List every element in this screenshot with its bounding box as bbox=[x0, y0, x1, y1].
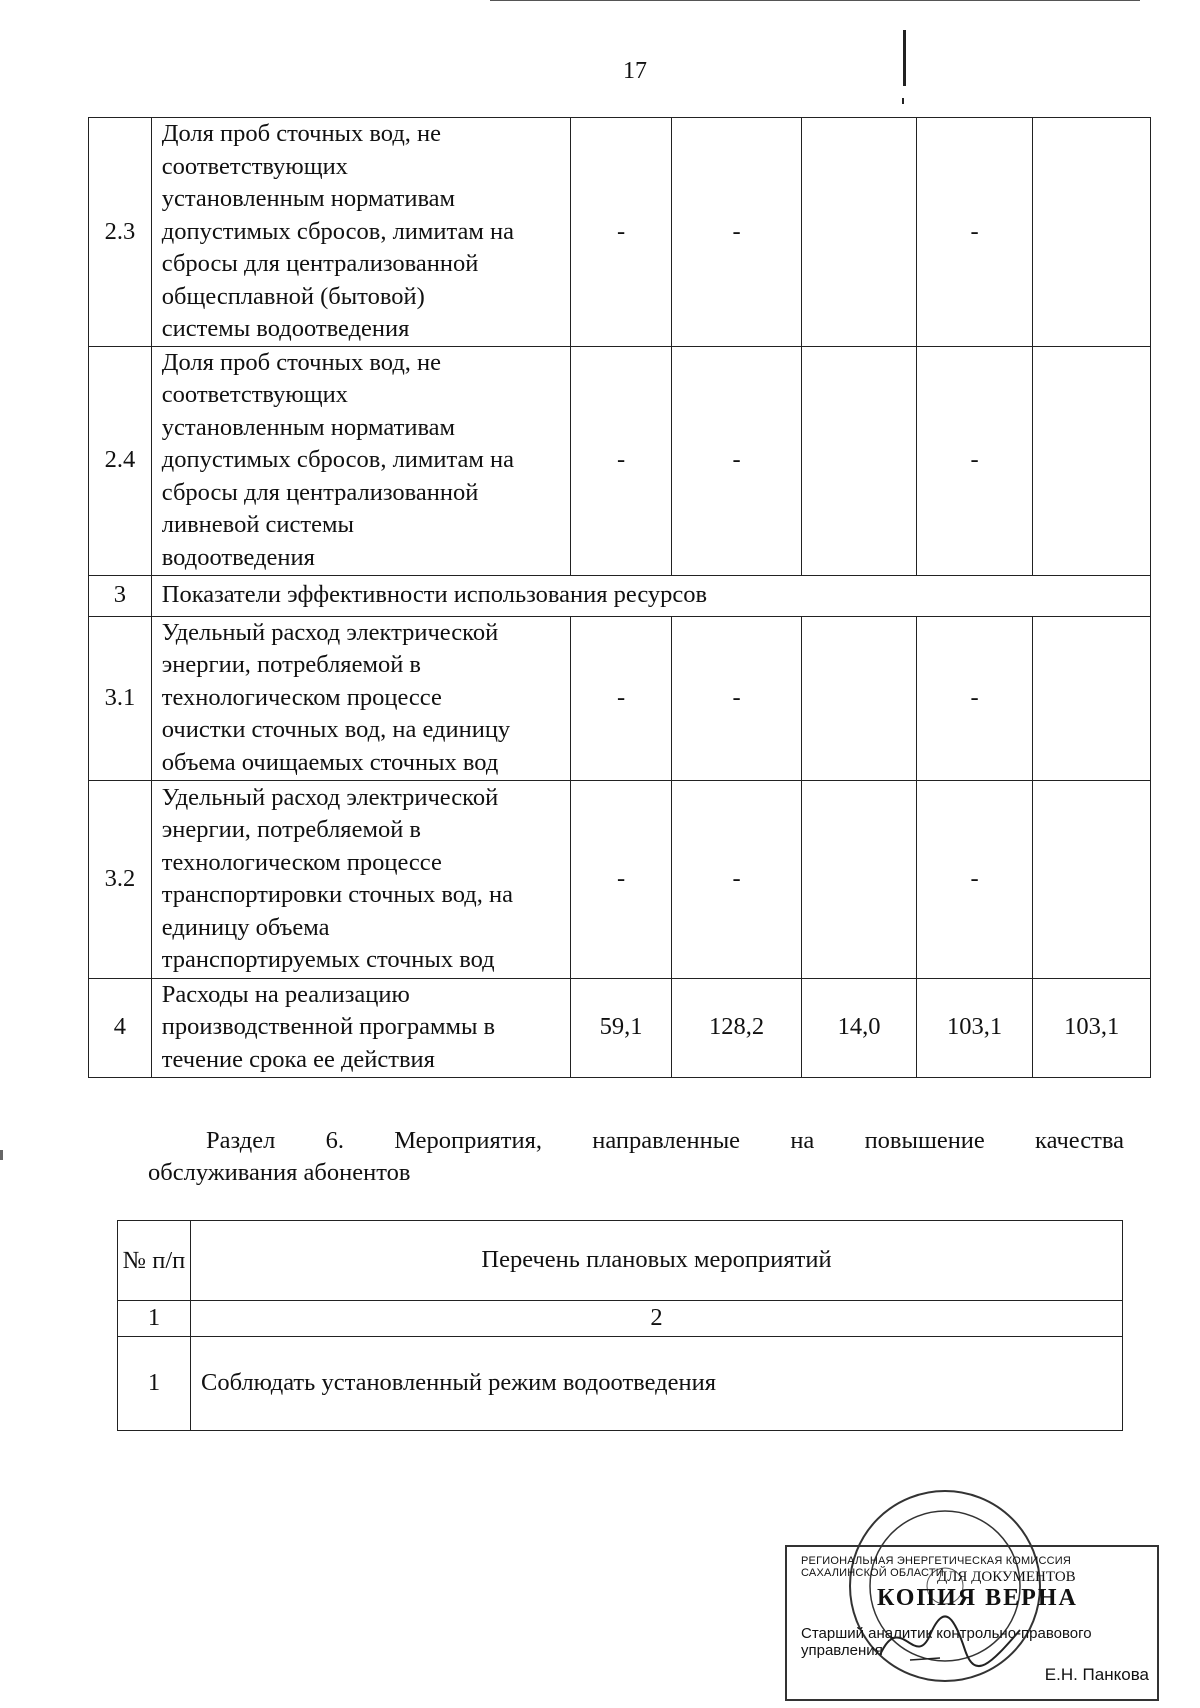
indicator-name-line: Удельный расход электрической bbox=[161, 618, 499, 646]
row-number: 4 bbox=[89, 978, 152, 1077]
scan-top-rule bbox=[490, 0, 1140, 1]
stamp-position: Старший аналитик контрольно-правового управления bbox=[801, 1625, 1092, 1659]
indicator-name-line: Удельный расход электрической bbox=[161, 783, 499, 811]
indicator-name-line: Доля проб сточных вод, не bbox=[161, 348, 442, 376]
value-cell: - bbox=[916, 346, 1033, 575]
value-cell: - bbox=[571, 616, 672, 780]
section-heading-line: обслуживания абонентов bbox=[148, 1159, 411, 1186]
section-title: Показатели эффективности использования ресурсов bbox=[151, 575, 1150, 616]
value-cell: - bbox=[916, 118, 1033, 347]
value-cell: - bbox=[916, 780, 1033, 978]
indicator-name-line: сбросы для централизованной bbox=[161, 250, 479, 277]
indicator-name-line: водоотведения bbox=[161, 543, 315, 571]
row-number: 1 bbox=[118, 1336, 191, 1430]
scan-left-mark bbox=[0, 1150, 3, 1160]
value-cell: - bbox=[571, 346, 672, 575]
value-cell: 14,0 bbox=[802, 978, 916, 1077]
indicator-name-line: энергии, потребляемой в bbox=[161, 651, 422, 679]
value-cell: - bbox=[671, 118, 801, 347]
value-cell: 128,2 bbox=[671, 978, 801, 1077]
indicator-name bbox=[151, 978, 571, 1077]
stamp-signatory: Е.Н. Панкова bbox=[1044, 1665, 1149, 1684]
indicator-name-line: соответствующих bbox=[161, 381, 348, 409]
row-number: 2.3 bbox=[89, 118, 152, 347]
indicator-name-line: допустимых сбросов, лимитам на bbox=[161, 217, 515, 245]
table-row bbox=[89, 118, 1151, 347]
table-row bbox=[118, 1336, 1123, 1430]
section-heading-line: Раздел 6. Мероприятия, направленные на повышение качества bbox=[206, 1127, 1124, 1154]
value-cell bbox=[802, 616, 916, 780]
value-cell bbox=[1033, 346, 1151, 575]
indicator-name-line: технологическом процессе bbox=[161, 848, 442, 876]
table-row bbox=[89, 978, 1151, 1077]
table-row bbox=[89, 346, 1151, 575]
header-number: № п/п bbox=[118, 1221, 191, 1301]
indicator-name-line: объема очищаемых сточных вод bbox=[161, 748, 499, 776]
indicator-name bbox=[151, 118, 571, 347]
column-index-row bbox=[118, 1301, 1123, 1337]
row-number: 3.1 bbox=[89, 616, 152, 780]
indicator-name-line: допустимых сбросов, лимитам на bbox=[161, 446, 515, 474]
value-cell: - bbox=[571, 118, 672, 347]
indicator-name-line: общесплавной (бытовой) bbox=[161, 282, 425, 310]
value-cell bbox=[1033, 780, 1151, 978]
row-number: 3.2 bbox=[89, 780, 152, 978]
indicator-name-line: очистки сточных вод, на единицу bbox=[161, 716, 511, 744]
indicator-name-line: энергии, потребляемой в bbox=[161, 816, 422, 843]
stamp-for-documents: ДЛЯ ДОКУМЕНТОВ bbox=[937, 1569, 1076, 1585]
indicators-table bbox=[88, 117, 1151, 1078]
value-cell: 59,1 bbox=[571, 978, 672, 1077]
value-cell bbox=[802, 346, 916, 575]
table-header-row bbox=[118, 1221, 1123, 1301]
value-cell: - bbox=[671, 346, 801, 575]
section-row bbox=[89, 575, 1151, 616]
indicator-name-line: течение срока ее действия bbox=[161, 1045, 435, 1073]
indicator-name-line: технологическом процессе bbox=[161, 683, 442, 711]
value-cell bbox=[802, 118, 916, 347]
measure-text: Соблюдать установленный режим водоотведения bbox=[191, 1336, 1123, 1430]
table-row bbox=[89, 780, 1151, 978]
indicator-name-line: установленным нормативам bbox=[161, 185, 456, 212]
page-number: 17 bbox=[623, 58, 647, 84]
value-cell: 103,1 bbox=[1033, 978, 1151, 1077]
indicator-name-line: установленным нормативам bbox=[161, 413, 456, 441]
section-6-heading bbox=[148, 1125, 1124, 1189]
indicator-name-line: транспортируемых сточных вод bbox=[161, 946, 495, 973]
indicator-name bbox=[151, 780, 571, 978]
row-number: 2.4 bbox=[89, 346, 152, 575]
indicator-name-line: ливневой системы bbox=[161, 511, 354, 539]
indicator-name-line: производственной программы в bbox=[161, 1013, 496, 1041]
table-row bbox=[89, 616, 1151, 780]
value-cell bbox=[802, 780, 916, 978]
header-title: Перечень плановых мероприятий bbox=[191, 1221, 1123, 1301]
indicator-name bbox=[151, 346, 571, 575]
indicator-name-line: сбросы для централизованной bbox=[161, 478, 479, 506]
indicator-name-line: Доля проб сточных вод, не bbox=[161, 120, 442, 147]
scan-margin-tick bbox=[902, 98, 904, 104]
column-index: 2 bbox=[191, 1301, 1123, 1337]
stamp-copy-certified: КОПИЯ ВЕРНА bbox=[877, 1585, 1078, 1611]
indicator-name-line: соответствующих bbox=[161, 152, 348, 180]
indicator-name bbox=[151, 616, 571, 780]
value-cell: - bbox=[671, 780, 801, 978]
measures-table bbox=[117, 1220, 1123, 1431]
indicator-name-line: транспортировки сточных вод, на bbox=[161, 881, 513, 908]
indicator-name-line: единицу объема bbox=[161, 913, 330, 941]
value-cell: 103,1 bbox=[916, 978, 1033, 1077]
value-cell bbox=[1033, 616, 1151, 780]
indicator-name-line: системы водоотведения bbox=[161, 315, 410, 342]
value-cell: - bbox=[916, 616, 1033, 780]
stamp-organization: РЕГИОНАЛЬНАЯ ЭНЕРГЕТИЧЕСКАЯ КОМИССИЯ САХАЛИНСКОЙ ОБЛАСТИ bbox=[801, 1555, 1071, 1579]
value-cell bbox=[1033, 118, 1151, 347]
value-cell: - bbox=[571, 780, 672, 978]
section-number: 3 bbox=[89, 575, 152, 616]
indicator-name-line: Расходы на реализацию bbox=[161, 980, 410, 1008]
certification-stamp bbox=[785, 1545, 1159, 1701]
value-cell: - bbox=[671, 616, 801, 780]
column-index: 1 bbox=[118, 1301, 191, 1337]
